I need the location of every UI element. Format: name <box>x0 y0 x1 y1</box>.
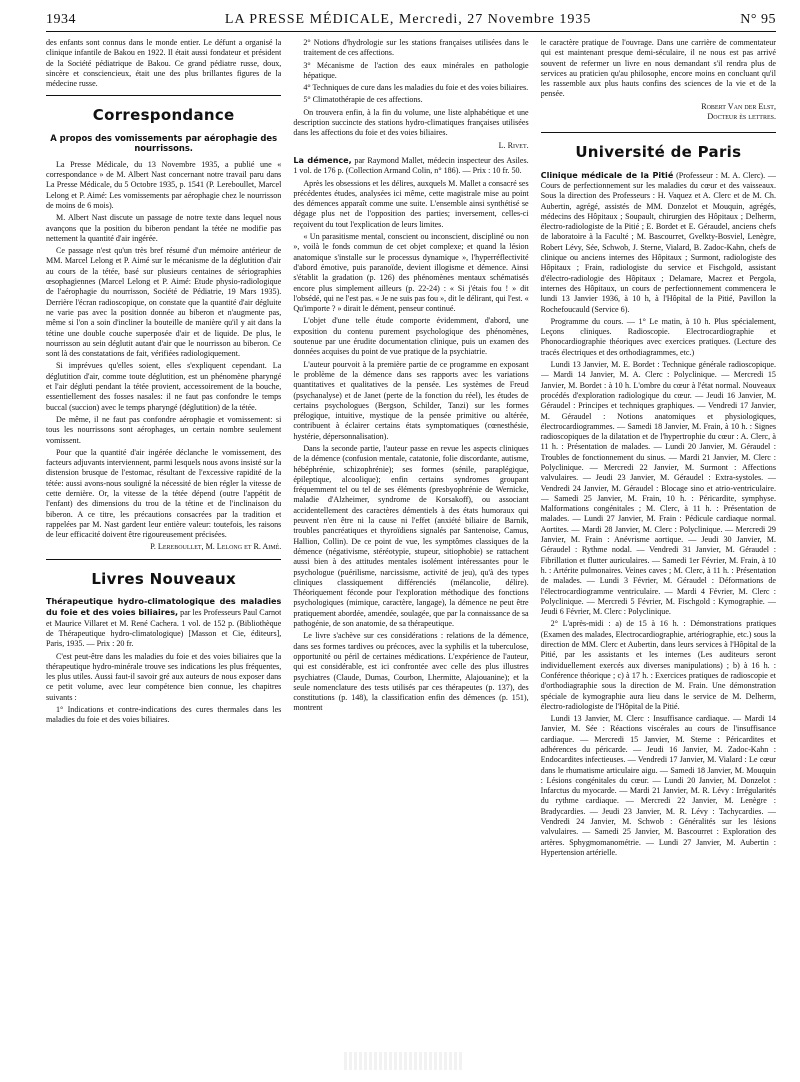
review-signature <box>541 102 776 123</box>
signature-title: Docteur ès lettres. <box>707 112 776 122</box>
review-signature: L. Rivet. <box>498 140 529 150</box>
paragraph: De même, il ne faut pas confondre aérophagie et vomissement: si tous les nourrissons sont aérophages, un certain nombre seulement vomissent. <box>46 414 282 445</box>
paragraph: L'auteur pourvoit à la première partie de ce programme en exposant le problème de la démence dans ses rapports avec les variations quantitatives et qualitatives de la pensée. Les systèmes de Freud (psychanalyse) et de Janet (perte de la fonction du réel), les études de certains psychologues (Bergson, Schilder, Tanzi) sur les formes prélogique, intuitive, mystique de la pensée primitive ou altérée, contribuent à éclairer certains états symptomatiques (cœnesthésie, hystérie, dépersonnalisation). <box>293 359 529 441</box>
section-title-universite: Université de Paris <box>575 143 742 162</box>
book-entry <box>46 596 281 649</box>
paragraph: Le livre s'achève sur ces considérations : relations de la démence, dans ses formes tardives ou précoces, avec la syphilis et la tuberculose, opportunité ou péril de certaines médications. L'expérience de l'auteur, qui est considérable, est ici confrontée avec celle des plus illustres psychiatres (Claude, Dumas, Courbon, Lhermitte, Alajouanine); et la seule nomenclature des tests utilisés par ces thérapeutes (p. 137), des constitutions (p. 148), la classification enfin des démences (p. 151), montrent <box>293 631 529 713</box>
paragraph: L'objet d'une telle étude comporte évidemment, d'abord, une exposition du contenu purement psychologique des phénomènes, soutenue par une érudite documentation clinique, puis un examen des données acquises du point de vue pratique de la psychiatrie. <box>293 316 529 357</box>
paragraph: 2° L'après-midi : a) de 15 à 16 h. : Démonstrations pratiques (Examen des malades, Electrocardiographie, artériographie, etc.) sous la direction de MM. Clerc et Aubertin, dans leurs services à l'Hôpital de la Pitié, par les assistants et les internes (Les auditeurs seront individuellement exercés aux diverses manipulations) ; b) à 16 h. : Conférence théorique ; c) à 17 h. : Exercices pratiques de radioscopie et d'orthodiagraphie sous la direction de M. Frain. Une démonstration spéciale de kymographie aura lieu dans le service de M. Delherm, électro-radiologiste de l'Hôpital de la Pitié. <box>540 619 776 711</box>
list-item: 5° Climatothérapie de ces affections. <box>303 95 423 105</box>
column-2 <box>293 38 528 860</box>
paragraph: C'est peut-être dans les maladies du foie et des voies biliaires que la thérapeutique hydro-minérale trouve ses indications les plus fréquentes, les plus utiles. Aussi faut-il savoir gré aux auteurs de nous exposer dans ce petit volume, avec leur compétence bien connue, les chapitres suivants : <box>46 651 282 702</box>
list-item: 3° Mécanisme de l'action des eaux minérales en pathologie hépatique. <box>303 60 529 80</box>
library-stamp <box>344 1052 464 1070</box>
paragraph: 1° Indications et contre-indications des cures thermales dans les maladies du foie et des voies biliaires. <box>46 705 282 725</box>
book-reference: par Raymond Mallet, médecin inspecteur des Asiles. 1 vol. de 176 p. (Collection Armand Colin, n° 186). — Prix : 10 fr. 50. <box>293 155 529 176</box>
paragraph: Programme du cours. — 1° Le matin, à 10 h. Plus spécialement, Leçons cliniques. Radioscopie. Electrocardiographie et Phonocardiographie théoriques avec exercices pratiques. (Lecture des tracés électriques et des orthodiagrammes, etc.) <box>540 316 776 357</box>
column-3 <box>541 38 776 860</box>
paragraph: La Presse Médicale, du 13 Novembre 1935, a publié une « correspondance » de M. Albert Nast concernant notre travail paru dans La Presse Médicale, du 5 Octobre 1935, p. 1541 (P. Lereboullet, Marcel Lelong et P. Aimé: Les vomissements par aérophagie chez le nourrisson de moins de 6 mois). <box>46 159 282 210</box>
clinic-title: Clinique médicale de la Pitié <box>540 169 674 180</box>
paragraph: le caractère pratique de l'ouvrage. Dans une carrière de commentateur qui est maintenant presque demi-séculaire, il ne nous est pas arrivé souvent de refermer un livre en nous demandant s'il rendra plus de services au praticien qu'au philosophe, encore moins en concluant qu'il les rassemble aux plus hauts confins des sciences de la vie et de la pensée. <box>540 38 776 99</box>
paragraph: Pour que la quantité d'air ingérée déclanche le vomissement, des facteurs adjuvants interviennent, parmi lesquels nous avons insisté sur la distension brusque de l'estomac, résultant de l'excessive rapidité de la tétée: aussi avons-nous souligné la nécessité de bien régler la vitesse de cette dernière. Or, la vitesse de la tétée dépend (outre l'appétit de l'enfant) des dimensions du trou de la tétine et de l'inclinaison du biberon. A ce titre, les précautions consacrées par la tradition et rappelées par M. Nast gardent leur entière valeur: toutefois, les raisons de leur efficacité doivent être rigoureusement précisées. <box>46 447 282 540</box>
paragraph: Lundi 13 Janvier, M. E. Bordet : Technique générale radioscopique. — Mardi 14 Janvier, M. A. Clerc : Polyclinique. — Mercredi 15 Janvier, M. Bordet : à 10 h. L'ombre du cœur à l'état normal. Nouveaux procédés d'exploration radiologique du cœur. — Jeudi 16 Janvier, M. Géraudel : Principes et techniques graphiques. — Vendredi 17 Janvier, M. Géraudel : Notions anatomiques et physiologiques, électrocardiogrammes. — Samedi 18 Janvier, M. Frain, à 10 h. : Signes radioscopiques de la dilatation et de l'hypertrophie du cœur : A. Clerc, à 11 h. : Présentation de malades. — Lundi 20 Janvier, M. Géraudel : Troubles de fonctionnement du sinus. — Mardi 21 Janvier, M. Clerc : Polyclinique. — Mercredi 22 Janvier, M. Surmont : Affections valvulaires. — Jeudi 23 Janvier, M. Géraudel : Extra-systoles. — Vendredi 24 Janvier, M. Géraudel : Blocage sino et atrio-ventriculaire. — Samedi 25 Janvier, M. Frain, 10 h. : Péricardite, symphyse. Malformations congénitales ; M. Clerc, à 11 h. : Présentation de malades. — Lundi 27 Janvier, M. Frain : Pédicule cardiaque normal. Aortites. — Mardi 28 Janvier, M. Clerc : Polyclinique. — Mercredi 29 Janvier, M. Frain : Anévrisme aortique. — Jeudi 30 Janvier, M. Géraudel : Rythme nodal. — Vendredi 31 Janvier, M. Géraudel : Fibrillation et flutter auriculaires. — Samedi 1er Février, M. Frain, à 10 h. : Artérite pulmonaires. Veines caves ; M. Clerc, à 11 h. : Présentation de malades. — Lundi 3 Février, M. Géraudel : Déformations de l'électrocardiogramme ventriculaire. — Mardi 4 Février, M. Clerc : Polyclinique. — Mercredi 5 Février, M. Fischgold : Kymographie. — Jeudi 6 Février, M. Clerc : Polyclinique. <box>540 360 776 617</box>
list-item: 4° Techniques de cure dans les maladies du foie et des voies biliaires. <box>303 83 529 93</box>
book-title: Thérapeutique hydro-climatologique des maladies du foie et des voies biliaires, <box>46 596 282 618</box>
page-number-left: 1934 <box>46 12 76 27</box>
paragraph: Après les obsessions et les délires, auxquels M. Mallet a consacré ses précédentes études, analysées ici même, cette magistrale mise au point des démences apparaît comme une suite. L'ensemble ainsi synthétisé se dégage plus net de l'opposition des parties; inversement, celles-ci reçoivent du tout l'explication de leurs limites. <box>293 178 529 229</box>
section-title-livres: Livres Nouveaux <box>91 569 236 588</box>
masthead-title: LA PRESSE MÉDICALE, Mercredi, 27 Novembre 1935 <box>224 12 592 27</box>
correspondance-signature: P. Lereboullet, M. Lelong et R. Aimé. <box>150 542 282 552</box>
paragraph: Dans la seconde partie, l'auteur passe en revue les aspects cliniques de la démence (confusion mentale, catatonie, folie discordante, autisme, hébéphrénie, schizophrénie); ses formes (sénile, paraplégique, épileptique, alcoolique); enfin certains syndromes groupant fréquemment tel ou tel de ses éléments (presbyophrénie de Wernicke, maladie d'Alzheimer, syndrome de Korsakoff), ou associant accidentellement des caractères démentiels à des états humoraux qui peuvent n'en être ni la cause ni l'effet (anxiété biliaire de Barnik, troubles pancréatiques et thyroïdiens signalés par Santenoise, Camus, Hallion, Collin). De ce point de vue, les symptômes classiques de la démence (négativisme, stéréotypie, stupeur, sitiophobie) se rattachent aussi bien à des attitudes mentales isolément intéressantes pour le psychologue (puérilisme, narcissisme, activité de jeu), qu'à des types cliniques classiquement différenciés (mélancolie, délire). Théoriquement féconde pour l'exploration méthodique des fonctions psychologiques (mimique, caractère, langage), la démence ne peut être pratiquement abordée, amendée, soulagée, que par la connaissance de sa pathogénie, de son anatomie, de sa thérapeutique. <box>293 443 529 629</box>
paragraph: On trouvera enfin, à la fin du volume, une liste alphabétique et une description succincte des stations hydro-climatiques françaises utilisées dans les affections du foie et des voies biliaires. <box>293 107 529 138</box>
obituary-end: des enfants sont connus dans le monde entier. Le défunt a organisé la clinique infantile de Bakou en 1922. Il était aussi fondateur et président de la Société pédiatrique de Bakou. Ce grand pédiatre russe, doux, sincère et consciencieux, était une des plus brillantes figures de la médecine russe. <box>46 38 282 89</box>
book-reference: par les Professeurs Paul Carnot et Maurice Villaret et M. René Cachera. 1 vol. de 152 p. (Bibliothèque de Thérapeutique hydro-climatologique) [Masson et Cie, éditeurs], Paris, 1935. — Prix : 20 fr. <box>46 608 282 649</box>
signature-name: Robert Van der Elst, <box>701 101 776 111</box>
divider <box>541 132 776 133</box>
masthead <box>46 12 776 32</box>
columns <box>46 38 776 860</box>
section-title-correspondance: Correspondance <box>92 106 235 125</box>
paragraph: Si imprévues qu'elles soient, elles s'expliquent cependant. La déglutition d'air, comme toute déglutition, est un phénomène pharyngé et l'air dégluti pendant la tétée provient, accessoirement de la bouche, essentiellement des fosses nasales: il ne faut pas confondre le temps buccal (succion) avec le temps pharyngé (déglutition) de la tétée. <box>46 361 282 412</box>
issue-number: N° 95 <box>740 12 776 27</box>
clinic-entry <box>541 170 776 315</box>
book-title: La démence, <box>293 154 352 165</box>
paragraph: Lundi 13 Janvier, M. Clerc : Insuffisance cardiaque. — Mardi 14 Janvier, M. Sée : Réactions viscérales au cours de l'insuffisance cardiaque. — Mercredi 15 Janvier, M. Sterne : Péricardites et adhérences du péricarde. — Jeudi 16 Janvier, M. Zadoc-Kahn : Endocardites infectieuses. — Vendredi 17 Janvier, M. Vialard : Le cœur dans le rhumatisme articulaire aigu. — Samedi 18 Janvier, M. Mouquin : Lésions congénitales du cœur. — Lundi 20 Janvier, M. Donzelot : Infarctus du myocarde. — Mardi 21 Janvier, M. R. Lévy : Irrégularités du rythme cardiaque. — Mercredi 22 Janvier, M. Lenègre : Bradycardies. — Jeudi 23 Janvier, M. R. Lévy : Tachycardies. — Vendredi 24 Janvier, M. Schwob : Généralités sur les lésions valvulaires. — Samedi 25 Janvier, M. Bascourret : Exploration des artères. Sphygmomanométrie. — Lundi 27 Janvier, M. Aubertin : Hypertension artérielle. <box>540 714 776 857</box>
divider <box>46 95 281 96</box>
book-entry <box>293 155 528 177</box>
clinic-intro: (Professeur : M. A. Clerc). — Cours de perfectionnement sur les maladies du cœur et des vaisseaux. Sous la direction des Professeurs : H. Vaquez et A. Clerc et de M. Ch. Aubertin, agrégé, assistés de MM. Donzelot et Mouquin, agrégés, médecins des Hôpitaux ; Soupault, chirurgien des Hôpitaux ; Delherm, électro-radiologiste de la Pitié ; E. Bordet et E. Géraudel, anciens chefs de laboratoire à la Faculté ; M. Bascourret, Gvelkty-Bosviel, Lenègre, Robert Lévy, Sée, Schwob, J. Sterne, Vialard, B. Zadoc-Kahn, chefs de clinique ou anciens internes des Hôpitaux ; Surmont, radiologiste des Hôpitaux ; Frain, radiologiste du service et Fischgold, assistant d'électro-radiologie des Hôpitaux ; Delamare, Macrez et Pergola, internes des Hôpitaux, un cours de perfectionnement commencera le lundi 13 Janvier 1936, à 10 h, à l'Hôpital de la Pitié, Pavillon la Rochefoucauld (Service 6). <box>540 170 776 314</box>
list-item: 2° Notions d'hydrologie sur les stations françaises utilisées dans le traitement de ces affections. <box>303 38 529 58</box>
paragraph: Ce passage n'est qu'un très bref résumé d'un mémoire antérieur de MM. Marcel Lelong et P. Aimé sur le mécanisme de la déglutition d'air au cours de la tétée, basé sur plusieurs centaines de sériographies œsophagiennes (Marcel Lelong et P. Aimé: Etude physio-radiologique de l'aérophagie du nourrisson, Société de Pédiatrie, 19 Mars 1935). Derrière l'écran radioscopique, on constate que la quantité d'air dégluite ne varie pas avec la position donnée au biberon et n'augmente pas, même si l'on a soin d'incliner la bouteille de manière qu'il y ait dans la tétine une double couche superposée d'air et de liquide. De plus, le nourrisson au sein déglutit autant d'air que le nourrisson au biberon. Ce sont là des constatations de fait, vérifiées radiologiquement. <box>46 246 282 359</box>
paragraph: « Un parasitisme mental, conscient ou inconscient, discipliné ou non », voilà le fonds commun de cet objet complexe; et quand la lésion anatomique s'installe sur le processus dynamique », l'hyperréflectivité d'abord émotive, puis paranoïde, devient illogisme et démence. Ainsi s'établit la gradation (p. 126) des phénomènes mentaux schématisés encore plus simplement ailleurs (p. 22-24) : « Si j'étais fou ! » dit l'obsédé, qui ne l'est pas. « Je ne suis pas fou », dit le délirant, qui l'est. « Qu'importe ? » dirait le dément, penseur continué. <box>293 232 529 314</box>
correspondance-subhead: A propos des vomissements par aérophagie des nourrissons. <box>50 132 278 154</box>
column-1 <box>46 38 281 860</box>
divider <box>46 559 281 560</box>
paragraph: M. Albert Nast discute un passage de notre texte dans lequel nous avançons que la position du biberon pendant la tétée ne modifie pas nettement la quantité d'air ingérée. <box>46 213 282 243</box>
